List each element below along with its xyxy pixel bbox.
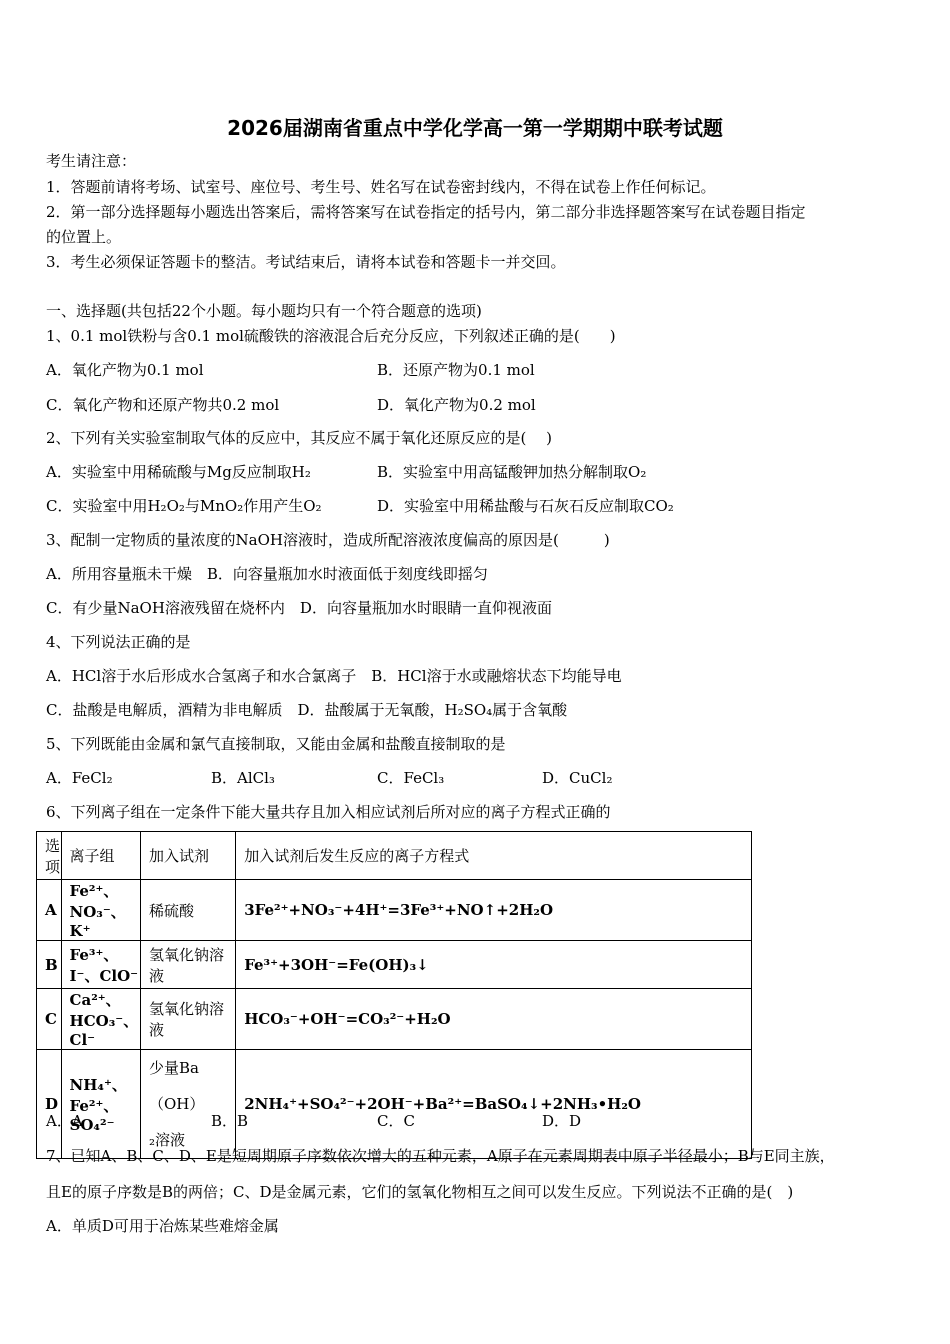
row-option: B [37,941,62,989]
q5-option-d: D．CuCl₂ [542,769,613,787]
row-reagent: 稀硫酸 [140,880,235,941]
header-reagent: 加入试剂 [140,832,235,880]
row-reagent: 氢氧化钠溶液 [140,941,235,989]
q4-stem: 4、下列说法正确的是 [46,633,191,651]
q5-option-c: C．FeCl₃ [377,769,445,787]
row-ion-group: Ca²⁺、HCO₃⁻、Cl⁻ [61,989,140,1050]
table-row [37,1050,752,1159]
q6-stem: 6、下列离子组在一定条件下能大量共存且加入相应试剂后所对应的离子方程式正确的 [46,803,611,821]
q7-option-a: A．单质D可用于冶炼某些难熔金属 [46,1217,279,1235]
q3-options-cd: C．有少量NaOH溶液残留在烧杯内 D．向容量瓶加水时眼睛一直仰视液面 [46,599,552,617]
row-ion-group: NH₄⁺、Fe²⁺、SO₄²⁻ [61,1050,140,1159]
q4-options-ab: A．HCl溶于水后形成水合氢离子和水合氯离子 B．HCl溶于水或融熔状态下均能导电 [46,667,622,685]
row-equation: 2NH₄⁺+SO₄²⁻+2OH⁻+Ba²⁺=BaSO₄↓+2NH₃•H₂O [236,1050,752,1159]
header-equation: 加入试剂后发生反应的离子方程式 [236,832,752,880]
q1-option-b: B．还原产物为0.1 mol [377,361,535,379]
q4-options-cd: C．盐酸是电解质，酒精为非电解质 D．盐酸属于无氧酸，H₂SO₄属于含氧酸 [46,701,568,719]
table-row [37,880,752,941]
q5-option-a: A．FeCl₂ [46,769,113,787]
section-heading: 一、选择题(共包括22个小题。每小题均只有一个符合题意的选项) [46,302,482,320]
q2-option-a: A．实验室中用稀硫酸与Mg反应制取H₂ [46,463,311,481]
table-row [37,941,752,989]
ion-table [36,831,752,1159]
q2-option-c: C．实验室中用H₂O₂与MnO₂作用产生O₂ [46,497,322,515]
q3-stem: 3、配制一定物质的量浓度的NaOH溶液时，造成所配溶液浓度偏高的原因是( ) [46,531,610,549]
q1-stem: 1、0.1 mol铁粉与含0.1 mol硫酸铁的溶液混合后充分反应，下列叙述正确的是( ) [46,327,616,345]
row-equation: HCO₃⁻+OH⁻=CO₃²⁻+H₂O [236,989,752,1050]
q7-stem-line2: 且E的原子序数是B的两倍；C、D是金属元素，它们的氢氧化物相互之间可以发生反应。下列说法不正确的是( ) [46,1183,794,1201]
q6-option-c: C．C [377,1112,415,1130]
table-row [37,989,752,1050]
header-ion-group: 离子组 [61,832,140,880]
q3-options-ab: A．所用容量瓶未干燥 B．向容量瓶加水时液面低于刻度线即摇匀 [46,565,488,583]
row-option: C [37,989,62,1050]
q2-option-b: B．实验室中用高锰酸钾加热分解制取O₂ [377,463,647,481]
q6-option-a: A．A [46,1112,83,1130]
row-equation: 3Fe²⁺+NO₃⁻+4H⁺=3Fe³⁺+NO↑+2H₂O [236,880,752,941]
q1-option-a: A．氧化产物为0.1 mol [46,361,204,379]
q2-option-d: D．实验室中用稀盐酸与石灰石反应制取CO₂ [377,497,674,515]
row-option: A [37,880,62,941]
q6-option-b: B．B [211,1112,249,1130]
row-option: D [37,1050,62,1159]
q5-option-b: B．AlCl₃ [211,769,275,787]
q1-option-d: D．氧化产物为0.2 mol [377,396,536,414]
notice-item-2: 2．第一部分选择题每小题选出答案后，需将答案写在试卷指定的括号内，第二部分非选择题答案写在试卷题目指定 [46,203,806,221]
q6-option-d: D．D [542,1112,582,1130]
q5-stem: 5、下列既能由金属和氯气直接制取，又能由金属和盐酸直接制取的是 [46,735,506,753]
row-equation: Fe³⁺+3OH⁻=Fe(OH)₃↓ [236,941,752,989]
notice-item-2-cont: 的位置上。 [46,228,122,246]
q2-stem: 2、下列有关实验室制取气体的反应中，其反应不属于氧化还原反应的是( ) [46,429,553,447]
header-option: 选项 [37,832,62,880]
q1-option-c: C．氧化产物和还原产物共0.2 mol [46,396,280,414]
row-ion-group: Fe²⁺、NO₃⁻、K⁺ [61,880,140,941]
notice-item-3: 3．考生必须保证答题卡的整洁。考试结束后，请将本试卷和答题卡一并交回。 [46,253,566,271]
row-reagent: 氢氧化钠溶液 [140,989,235,1050]
notice-item-1: 1．答题前请将考场、试室号、座位号、考生号、姓名写在试卷密封线内，不得在试卷上作任何标记。 [46,178,716,196]
table-header-row [37,832,752,880]
q7-stem-line1: 7、已知A、B、C、D、E是短周期原子序数依次增大的五种元素，A原子在元素周期表中原子半径最小；B与E同主族， [46,1147,835,1165]
notice-heading: 考生请注意： [46,152,137,170]
exam-title: 2026届湖南省重点中学化学高一第一学期期中联考试题 [227,116,723,140]
row-reagent: 少量Ba（OH）₂溶液 [140,1050,235,1159]
row-ion-group: Fe³⁺、I⁻、ClO⁻ [61,941,140,989]
